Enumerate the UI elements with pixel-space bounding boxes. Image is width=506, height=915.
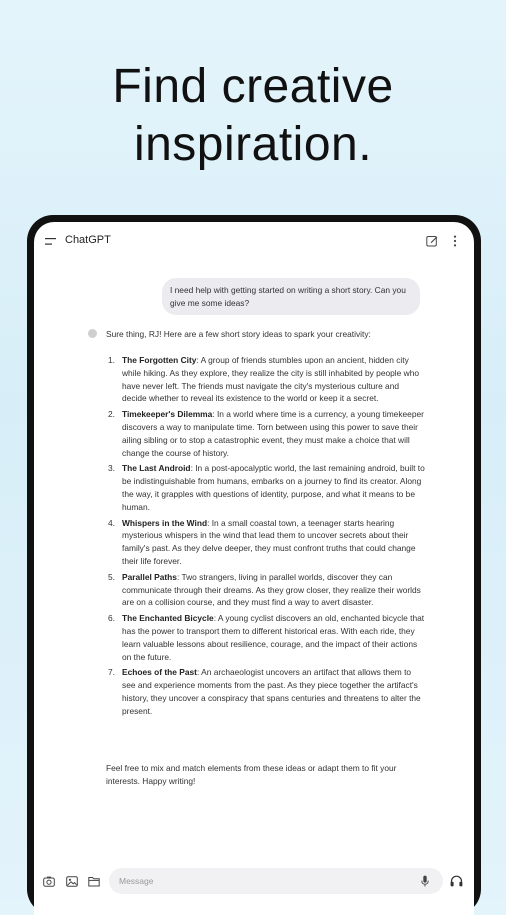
folder-icon[interactable] xyxy=(88,876,100,887)
headline-line-2: inspiration. xyxy=(133,118,373,171)
idea-title: Echoes of the Past xyxy=(122,667,197,678)
idea-text: : In a small coastal town, a teenager starts hearing mysterious whispers in the wind that lead them to uncover secrets about their family's past. As they delve deeper, they must confront truths that could change their life forever. xyxy=(122,517,416,566)
idea-text: : An archaeologist uncovers an artifact that allows them to see and experience moments from the past. As they piece together the artifact's history, they uncover a conspiracy that spans centuries and threatens to alter the present. xyxy=(122,667,421,716)
microphone-icon[interactable] xyxy=(421,875,429,887)
list-number: 4. xyxy=(108,517,115,528)
list-item xyxy=(108,666,426,717)
headphones-icon[interactable] xyxy=(450,875,463,887)
idea-title: The Last Android xyxy=(122,463,191,474)
idea-title: The Forgotten City xyxy=(122,355,197,365)
idea-title: The Enchanted Bicycle xyxy=(122,613,214,624)
idea-text: : A group of friends stumbles upon an ancient, hidden city while hiking. As they explore, they realize the city is still inhabited by people who have never left. The friends must navigate the city's mysterious culture and decide whether to reveal its existence to the world or keep it a secret. xyxy=(122,355,420,404)
image-icon[interactable] xyxy=(66,876,78,887)
list-item xyxy=(108,462,426,513)
user-message-bubble: I need help with getting started on writing a short story. Can you give me some ideas? xyxy=(162,278,420,315)
headline-line-1: Find creative xyxy=(112,60,394,113)
app-screen xyxy=(34,222,474,915)
list-number: 3. xyxy=(108,463,115,474)
promo-headline xyxy=(0,58,506,174)
edit-icon[interactable] xyxy=(426,235,438,247)
idea-title: Timekeeper's Dilemma xyxy=(122,409,213,420)
message-composer xyxy=(34,864,474,900)
list-item xyxy=(108,571,426,609)
idea-text: : Two strangers, living in parallel worlds, discover they can communicate through their dreams. As they grow closer, they realize their worlds are on a collision course, and they must find a way to avert disaster. xyxy=(122,571,421,608)
list-item xyxy=(108,354,426,405)
app-title: ChatGPT xyxy=(65,234,111,246)
list-number: 1. xyxy=(108,355,115,365)
assistant-intro: Sure thing, RJ! Here are a few short story ideas to spark your creativity: xyxy=(106,329,371,339)
message-input[interactable] xyxy=(109,868,443,894)
list-number: 2. xyxy=(108,409,115,420)
tablet-device-frame xyxy=(27,215,481,915)
more-vertical-icon[interactable] xyxy=(453,235,457,247)
list-item xyxy=(108,517,426,568)
top-app-bar xyxy=(34,222,474,262)
assistant-outro: Feel free to mix and match elements from these ideas or adapt them to fit your interests. Happy writing! xyxy=(106,763,397,786)
story-ideas-list xyxy=(108,354,426,721)
list-item xyxy=(108,408,426,459)
idea-title: Parallel Paths xyxy=(122,571,177,582)
idea-text: : A young cyclist discovers an old, enchanted bicycle that has the power to transport them to different historical eras. With each ride, they learn valuable lessons about resilience, courage, and the impact of their actions on the future. xyxy=(122,613,425,662)
list-item xyxy=(108,612,426,663)
idea-text: : In a world where time is a currency, a young timekeeper discovers a way to manipulate time. Torn between using this power to save their ailing sibling or to stop a catastrophic event, they must make a choice that will change the course of history. xyxy=(122,409,424,458)
list-number: 6. xyxy=(108,613,115,624)
list-number: 5. xyxy=(108,571,115,582)
assistant-avatar-icon xyxy=(88,329,97,338)
list-number: 7. xyxy=(108,667,115,678)
menu-icon[interactable] xyxy=(45,238,56,246)
idea-title: Whispers in the Wind xyxy=(122,517,208,528)
idea-text: : In a post-apocalyptic world, the last remaining android, built to be indistinguishable from humans, embarks on a journey to find its creator. Along the way, it grapples with questions of identity, purpose, and what it means to be human. xyxy=(122,463,425,512)
camera-icon[interactable] xyxy=(43,876,55,887)
